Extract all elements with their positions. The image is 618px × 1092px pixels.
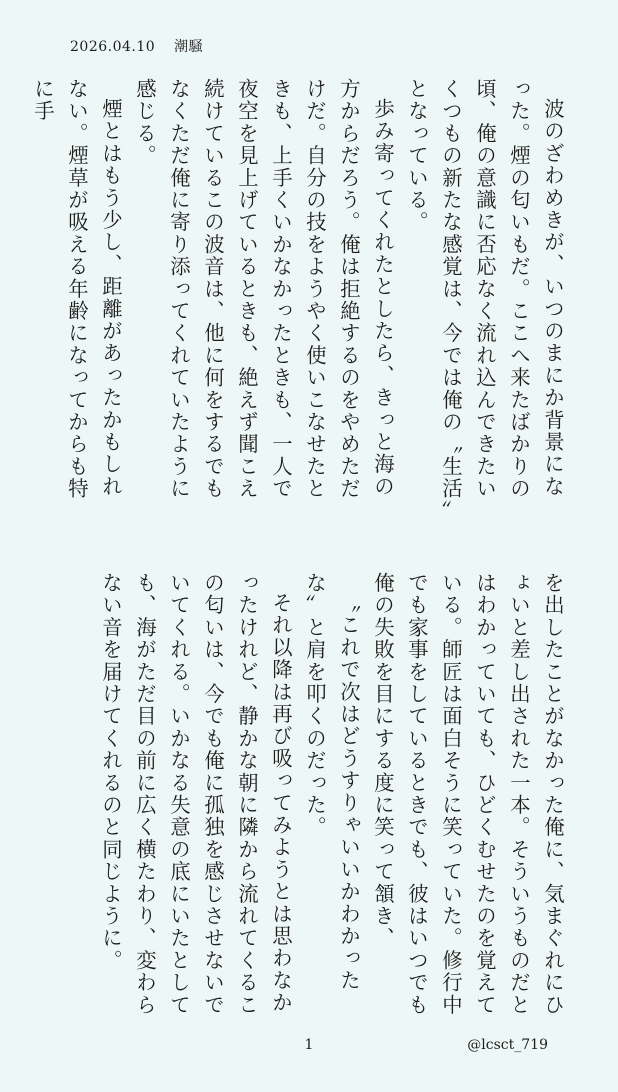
- author-handle: @lcsct_719: [467, 1037, 548, 1053]
- page-header: [70, 36, 203, 56]
- page-number: 1: [304, 1037, 314, 1053]
- paragraph: を出したことがなかった俺に、気まぐれにひょいと差し出された一本。そういうものだとはわかっていても、ひどくむせたのを覚えている。師匠は面白そうに笑っていた。修行中でも家事をしているときでも、彼はいつでも俺の失敗を目にする度に笑って頷き、: [371, 572, 565, 1016]
- paragraph: それ以降は再び吸ってみようとは思わなかったけれど、静かな朝に隣から流れてくるこの匂いは、今でも俺に孤独を感じさせないでいてくれる。いかなる失意の底にいたとしても、海がただ目の前に広く横たわり、変わらない音を届けてくれるのと同じように。: [99, 572, 293, 1016]
- paragraph: 歩み寄ってくれたとしたら、きっと海の方からだろう。俺は拒絶するのをやめただけだ。自分の技をようやく使いこなせたときも、上手くいかなかったときも、一人で夜空を見上げているときも、絶えず聞こえ続けているこの波音は、他に何をするでもなくただ俺に寄り添ってくれていたように感じる。: [133, 78, 395, 500]
- paragraph: 〝これで次はどうすりゃいいかわかったな〟と肩を叩くのだった。: [303, 572, 361, 992]
- text-block-lower: [62, 572, 570, 1022]
- paragraph: 波のざわめきが、いつのまにか背景になった。煙の匂いもだ。ここへ来たばかりの頃、俺の意識に否応なく流れ込んできたいくつもの新たな感覚は、今では俺の〝生活〟となっている。: [405, 78, 565, 512]
- paragraph: 煙とはもう少し、距離があったかもしれない。煙草が吸える年齢になってからも特に手: [31, 78, 123, 500]
- text-block-upper: [31, 78, 570, 514]
- header-title: 潮騒: [174, 39, 204, 55]
- header-date: 2026.04.10: [70, 39, 156, 55]
